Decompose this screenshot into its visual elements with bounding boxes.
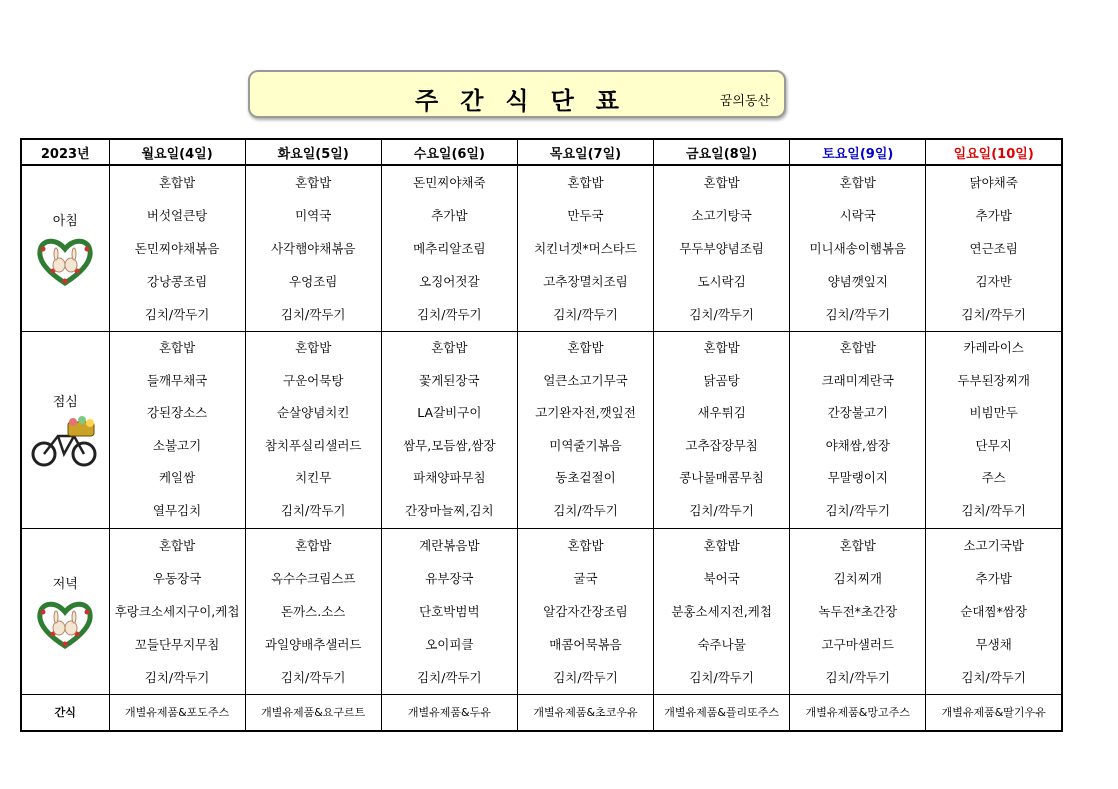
dish-item: 김치/깍두기 (417, 669, 482, 685)
dish-item: 순살양념치킨 (276, 405, 350, 421)
menu-cell-thu (517, 528, 653, 694)
menu-cell-tue (245, 528, 381, 694)
dish-item: 참치푸실리샐러드 (264, 437, 362, 453)
dish-item: 쌈무,모듬쌈,쌈장 (403, 437, 496, 453)
dish-item: 들깨무채국 (146, 372, 208, 388)
menu-cell-tue (245, 165, 381, 332)
menu-cell-mon (109, 332, 245, 529)
meal-label: 점심 (52, 395, 78, 411)
dish-item: 고구마샐러드 (821, 636, 894, 652)
dish-item: 파채양파무침 (413, 470, 486, 486)
dish-item: 주스 (981, 470, 1006, 486)
dish-item: 김치/깍두기 (553, 307, 618, 322)
dish-item: 혼합밥 (158, 340, 196, 355)
dish-item: 혼합밥 (158, 537, 196, 553)
bicycle-flowers-icon (30, 416, 100, 468)
dish-item: 김자반 (975, 274, 1012, 289)
dish-item: 혼합밥 (567, 537, 604, 553)
dish-item: 순대찜*쌈장 (960, 603, 1027, 619)
dish-item: 닭곰탕 (703, 372, 740, 388)
dish-item: 구운어묵탕 (283, 372, 344, 388)
meal-label: 저녁 (52, 576, 78, 592)
dish-item: 후랑크소세지구이,케첩 (114, 603, 240, 619)
day-header-sun: 일요일(10일) (926, 139, 1062, 165)
dish-item: 혼합밥 (295, 340, 332, 355)
dish-item: 오징어젓갈 (419, 274, 480, 289)
dish-item: 김치/깍두기 (417, 307, 482, 322)
menu-cell-sun (926, 528, 1062, 694)
dish-item: 오이피클 (425, 636, 474, 652)
meal-row (21, 528, 1062, 694)
header-row (21, 139, 1062, 165)
dish-item: 비빔만두 (969, 405, 1018, 421)
dish-item: 혼합밥 (703, 175, 740, 190)
dish-item: 돈까스.소스 (281, 603, 346, 619)
dish-item: 추가밥 (975, 570, 1012, 586)
dish-item: 혼합밥 (839, 175, 876, 190)
dish-item: 닭야채죽 (969, 175, 1018, 190)
dish-item: 얼큰소고기무국 (543, 372, 628, 388)
dish-item: 녹두전*초간장 (818, 603, 898, 619)
dish-item: 고기완자전,깻잎전 (535, 405, 636, 421)
dish-item: 케일쌈 (158, 470, 196, 486)
day-header-mon: 월요일(4일) (109, 139, 245, 165)
day-header-fri: 금요일(8일) (654, 139, 790, 165)
dish-item: 치킨무 (295, 470, 332, 486)
dish-item: 간장불고기 (827, 405, 888, 421)
menu-cell-mon (109, 528, 245, 694)
menu-cell-fri (654, 332, 790, 529)
dish-item: 김치/깍두기 (280, 669, 346, 685)
dish-item: 카레라이스 (963, 340, 1024, 355)
menu-cell-wed (381, 332, 517, 529)
meal-label: 아침 (52, 214, 78, 229)
dish-item: 꼬들단무지무침 (134, 636, 220, 652)
weekly-menu-table (20, 138, 1063, 732)
dish-item: 사각햄야채볶음 (270, 241, 356, 256)
dish-item: 버섯얼큰탕 (146, 208, 208, 223)
dish-item: 콩나물매콤무침 (679, 470, 764, 486)
dish-item: 동초겉절이 (555, 470, 616, 486)
dish-item: 분홍소세지전,케첩 (671, 603, 772, 619)
menu-cell-wed (381, 165, 517, 332)
menu-cell-sat (790, 528, 926, 694)
dish-item: 우엉조림 (289, 274, 338, 289)
dish-item: 추가밥 (431, 208, 468, 223)
dish-item: 과일양배추샐러드 (264, 636, 362, 652)
dish-item: 혼합밥 (839, 537, 876, 553)
dish-item: LA갈비구이 (417, 405, 482, 421)
dish-item: 굴국 (573, 570, 598, 586)
menu-cell-fri (654, 528, 790, 694)
menu-cell-sat (790, 332, 926, 529)
dish-item: 유부장국 (425, 570, 474, 586)
menu-cell-fri (654, 165, 790, 332)
dish-item: 강낭콩조림 (146, 274, 208, 289)
meal-label-cell (21, 165, 109, 332)
menu-cell-sat (790, 165, 926, 332)
dish-item: 무두부양념조림 (679, 241, 764, 256)
meal-label-cell (21, 528, 109, 694)
dish-item: 혼합밥 (567, 340, 604, 355)
dish-item: 소불고기 (152, 437, 202, 453)
dish-item: 크래미계란국 (821, 372, 894, 388)
dish-item: 돈민찌야채죽 (413, 175, 486, 190)
dish-item: 단호박범벅 (419, 603, 480, 619)
dish-item: 김치/깍두기 (553, 669, 618, 685)
dish-item: 김치/깍두기 (553, 502, 618, 518)
snack-cell-fri: 개별유제품&플리또주스 (654, 694, 790, 731)
dish-item: 치킨너겟*머스타드 (534, 241, 637, 256)
dish-item: 옥수수크림스프 (270, 570, 356, 586)
dish-item: 도시락김 (697, 274, 746, 289)
year-header: 2023년 (21, 139, 109, 165)
dish-item: 김치/깍두기 (961, 502, 1026, 518)
dish-item: 연근조림 (969, 241, 1018, 256)
dish-item: 김치/깍두기 (144, 307, 210, 322)
day-header-tue: 화요일(5일) (245, 139, 381, 165)
dish-item: 우동장국 (152, 570, 202, 586)
meal-row (21, 165, 1062, 332)
dish-item: 김치/깍두기 (280, 502, 346, 518)
dish-item: 두부된장찌개 (957, 372, 1030, 388)
title-banner (248, 70, 786, 118)
menu-cell-thu (517, 165, 653, 332)
dish-item: 새우튀김 (697, 405, 746, 421)
menu-cell-sun (926, 165, 1062, 332)
day-header-wed: 수요일(6일) (381, 139, 517, 165)
dish-item: 혼합밥 (158, 175, 196, 190)
dish-item: 무말랭이지 (827, 470, 888, 486)
dish-item: 혼합밥 (295, 175, 332, 190)
dish-item: 꽃게된장국 (419, 372, 480, 388)
day-header-thu: 목요일(7일) (517, 139, 653, 165)
dish-item: 알감자간장조림 (543, 603, 628, 619)
dish-item: 혼합밥 (839, 340, 876, 355)
snack-row (21, 694, 1062, 731)
dish-item: 김치/깍두기 (825, 502, 891, 518)
dish-item: 김치/깍두기 (144, 669, 210, 685)
dish-item: 김치/깍두기 (689, 669, 754, 685)
daycare-name: 꿈의동산 (719, 94, 770, 109)
dish-item: 김치/깍두기 (961, 669, 1026, 685)
dish-item: 고추잡장무침 (685, 437, 758, 453)
page-title: 주간식단표 (415, 87, 641, 115)
dish-item: 김치/깍두기 (689, 502, 754, 518)
dish-item: 김치/깍두기 (961, 307, 1026, 322)
menu-cell-sun (926, 332, 1062, 529)
dish-item: 야채쌈,쌈장 (825, 437, 890, 453)
dish-item: 단무지 (975, 437, 1012, 453)
dish-item: 간장마늘찌,김치 (405, 502, 494, 518)
snack-cell-sat: 개별유제품&망고주스 (790, 694, 926, 731)
dish-item: 혼합밥 (567, 175, 604, 190)
dish-item: 만두국 (567, 208, 604, 223)
dish-item: 열무김치 (152, 502, 202, 518)
dish-item: 소고기국밥 (963, 537, 1024, 553)
bunny-wreath-icon (33, 598, 97, 650)
dish-item: 혼합밥 (703, 537, 740, 553)
dish-item: 시락국 (839, 208, 876, 223)
dish-item: 혼합밥 (431, 340, 468, 355)
dish-item: 혼합밥 (295, 537, 332, 553)
dish-item: 계란볶음밥 (419, 537, 480, 553)
snack-cell-wed: 개별유제품&두유 (381, 694, 517, 731)
dish-item: 강된장소스 (146, 405, 208, 421)
snack-cell-tue: 개별유제품&요구르트 (245, 694, 381, 731)
meal-row (21, 332, 1062, 529)
meal-label-cell (21, 332, 109, 529)
dish-item: 미역국 (295, 208, 332, 223)
dish-item: 무생채 (975, 636, 1012, 652)
dish-item: 북어국 (703, 570, 740, 586)
menu-cell-thu (517, 332, 653, 529)
dish-item: 김치/깍두기 (825, 669, 891, 685)
dish-item: 매콤어묵볶음 (549, 636, 622, 652)
menu-cell-mon (109, 165, 245, 332)
dish-item: 혼합밥 (703, 340, 740, 355)
day-header-sat: 토요일(9일) (790, 139, 926, 165)
menu-cell-wed (381, 528, 517, 694)
dish-item: 고추장멸치조림 (543, 274, 628, 289)
dish-item: 김치/깍두기 (825, 307, 891, 322)
dish-item: 소고기탕국 (691, 208, 752, 223)
menu-cell-tue (245, 332, 381, 529)
dish-item: 양념깻잎지 (827, 274, 888, 289)
snack-cell-mon: 개별유제품&포도주스 (109, 694, 245, 731)
dish-item: 숙주나물 (697, 636, 746, 652)
dish-item: 김치찌개 (833, 570, 882, 586)
snack-cell-sun: 개별유제품&딸기우유 (926, 694, 1062, 731)
dish-item: 미역줄기볶음 (549, 437, 622, 453)
dish-item: 추가밥 (975, 208, 1012, 223)
snack-cell-thu: 개별유제품&초코우유 (517, 694, 653, 731)
dish-item: 메추리알조림 (413, 241, 486, 256)
dish-item: 김치/깍두기 (689, 307, 754, 322)
snack-label: 간식 (21, 694, 109, 731)
bunny-wreath-icon (33, 235, 97, 287)
dish-item: 미니새송이햄볶음 (809, 241, 907, 256)
dish-item: 김치/깍두기 (280, 307, 346, 322)
dish-item: 돈민찌야채볶음 (134, 241, 220, 256)
